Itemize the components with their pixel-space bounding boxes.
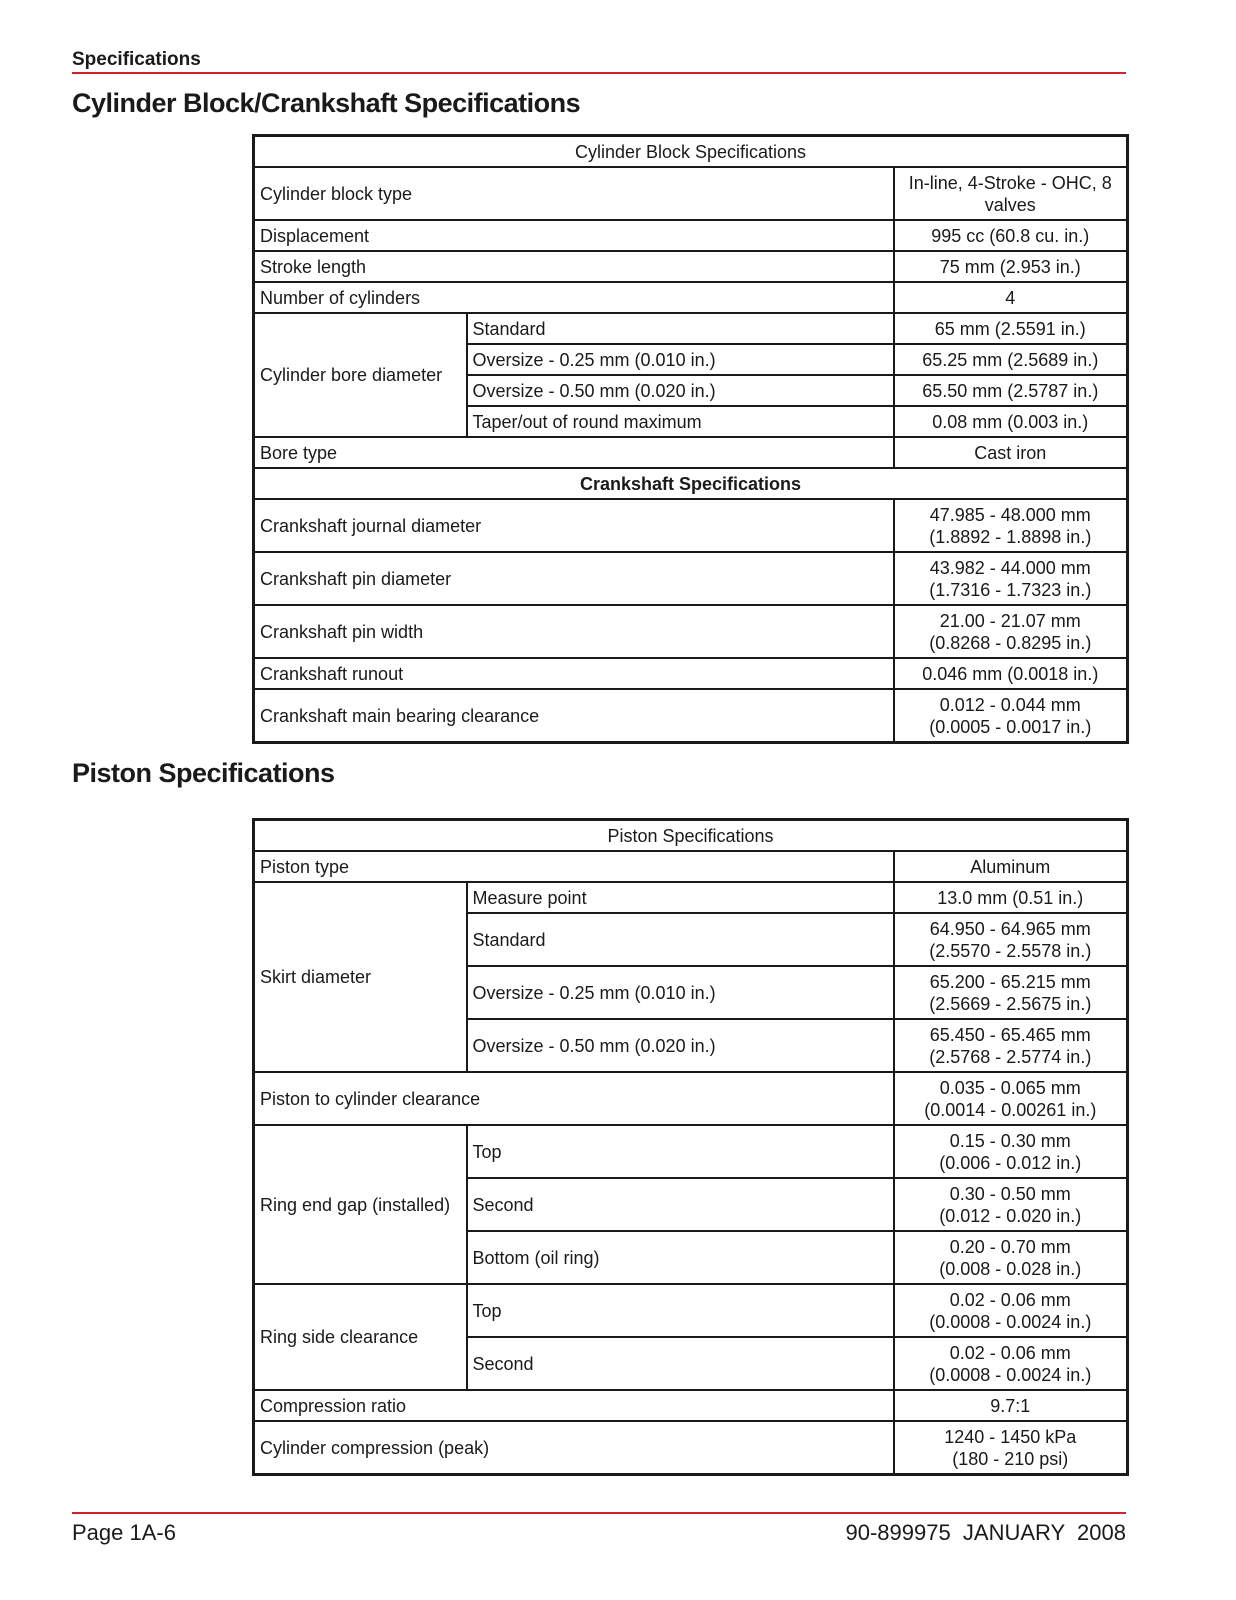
row-value: In-line, 4-Stroke - OHC, 8 valves [894,167,1128,220]
row-value: 0.08 mm (0.003 in.) [894,406,1128,437]
row-value: 0.012 - 0.044 mm (0.0005 - 0.0017 in.) [894,689,1128,743]
sub-label: Top [467,1284,894,1337]
table-row [254,313,1128,344]
row-value: 75 mm (2.953 in.) [894,251,1128,282]
table-row [254,1125,1128,1178]
row-label: Skirt diameter [254,882,467,1072]
cylinder-block-table [252,134,1129,744]
sub-label: Oversize - 0.25 mm (0.010 in.) [467,966,894,1019]
row-label: Ring end gap (installed) [254,1125,467,1284]
row-value: 4 [894,282,1128,313]
footer-rule [72,1512,1126,1514]
piston-table [252,818,1129,1476]
row-label: Cylinder compression (peak) [254,1421,894,1475]
row-label: Displacement [254,220,894,251]
row-label: Piston to cylinder clearance [254,1072,894,1125]
table-row [254,882,1128,913]
sub-label: Bottom (oil ring) [467,1231,894,1284]
row-label: Piston type [254,851,894,882]
page-number: Page 1A-6 [72,1520,176,1545]
sub-label: Taper/out of round maximum [467,406,894,437]
row-value: 0.02 - 0.06 mm (0.0008 - 0.0024 in.) [894,1337,1128,1390]
row-value: 1240 - 1450 kPa (180 - 210 psi) [894,1421,1128,1475]
row-label: Cylinder bore diameter [254,313,467,437]
row-value: 9.7:1 [894,1390,1128,1421]
row-value: 65.200 - 65.215 mm (2.5669 - 2.5675 in.) [894,966,1128,1019]
document-number: 90-899975 JANUARY 2008 [845,1520,1126,1545]
row-value: 64.950 - 64.965 mm (2.5570 - 2.5578 in.) [894,913,1128,966]
row-label: Number of cylinders [254,282,894,313]
sub-label: Top [467,1125,894,1178]
row-value: 65 mm (2.5591 in.) [894,313,1128,344]
sub-label: Standard [467,913,894,966]
row-value: 0.15 - 0.30 mm (0.006 - 0.012 in.) [894,1125,1128,1178]
row-value: 0.046 mm (0.0018 in.) [894,658,1128,689]
table-row [254,1390,1128,1421]
table-row [254,1072,1128,1125]
row-value: 0.035 - 0.065 mm (0.0014 - 0.00261 in.) [894,1072,1128,1125]
row-value: 65.25 mm (2.5689 in.) [894,344,1128,375]
row-value: 65.50 mm (2.5787 in.) [894,375,1128,406]
sub-label: Oversize - 0.50 mm (0.020 in.) [467,375,894,406]
row-value: 21.00 - 21.07 mm (0.8268 - 0.8295 in.) [894,605,1128,658]
row-label: Crankshaft pin width [254,605,894,658]
row-label: Crankshaft main bearing clearance [254,689,894,743]
row-value: 0.20 - 0.70 mm (0.008 - 0.028 in.) [894,1231,1128,1284]
table-row [254,605,1128,658]
section-title-cylinder-block: Cylinder Block/Crankshaft Specifications [72,88,581,118]
table-row [254,499,1128,552]
table-row [254,552,1128,605]
header-rule [72,72,1126,74]
table-row [254,251,1128,282]
row-label: Crankshaft runout [254,658,894,689]
row-value: Cast iron [894,437,1128,468]
row-value: 47.985 - 48.000 mm (1.8892 - 1.8898 in.) [894,499,1128,552]
sub-label: Oversize - 0.50 mm (0.020 in.) [467,1019,894,1072]
table-row [254,1284,1128,1337]
table-row [254,220,1128,251]
sub-label: Oversize - 0.25 mm (0.010 in.) [467,344,894,375]
table-row [254,851,1128,882]
table-row [254,282,1128,313]
table-subheading: Crankshaft Specifications [254,468,1128,499]
sub-label: Measure point [467,882,894,913]
row-value: 0.30 - 0.50 mm (0.012 - 0.020 in.) [894,1178,1128,1231]
table-row [254,167,1128,220]
sub-label: Second [467,1337,894,1390]
row-value: 65.450 - 65.465 mm (2.5768 - 2.5774 in.) [894,1019,1128,1072]
table-row [254,437,1128,468]
row-label: Stroke length [254,251,894,282]
table-row [254,689,1128,743]
row-label: Ring side clearance [254,1284,467,1390]
row-value: Aluminum [894,851,1128,882]
row-label: Crankshaft pin diameter [254,552,894,605]
row-label: Bore type [254,437,894,468]
table-row [254,1421,1128,1475]
row-value: 995 cc (60.8 cu. in.) [894,220,1128,251]
running-header: Specifications [72,49,201,70]
table-heading: Cylinder Block Specifications [254,136,1128,168]
row-value: 0.02 - 0.06 mm (0.0008 - 0.0024 in.) [894,1284,1128,1337]
sub-label: Standard [467,313,894,344]
sub-label: Second [467,1178,894,1231]
table-heading: Piston Specifications [254,820,1128,852]
section-title-piston: Piston Specifications [72,758,335,788]
row-label: Cylinder block type [254,167,894,220]
row-value: 43.982 - 44.000 mm (1.7316 - 1.7323 in.) [894,552,1128,605]
row-label: Crankshaft journal diameter [254,499,894,552]
row-value: 13.0 mm (0.51 in.) [894,882,1128,913]
row-label: Compression ratio [254,1390,894,1421]
table-row [254,658,1128,689]
